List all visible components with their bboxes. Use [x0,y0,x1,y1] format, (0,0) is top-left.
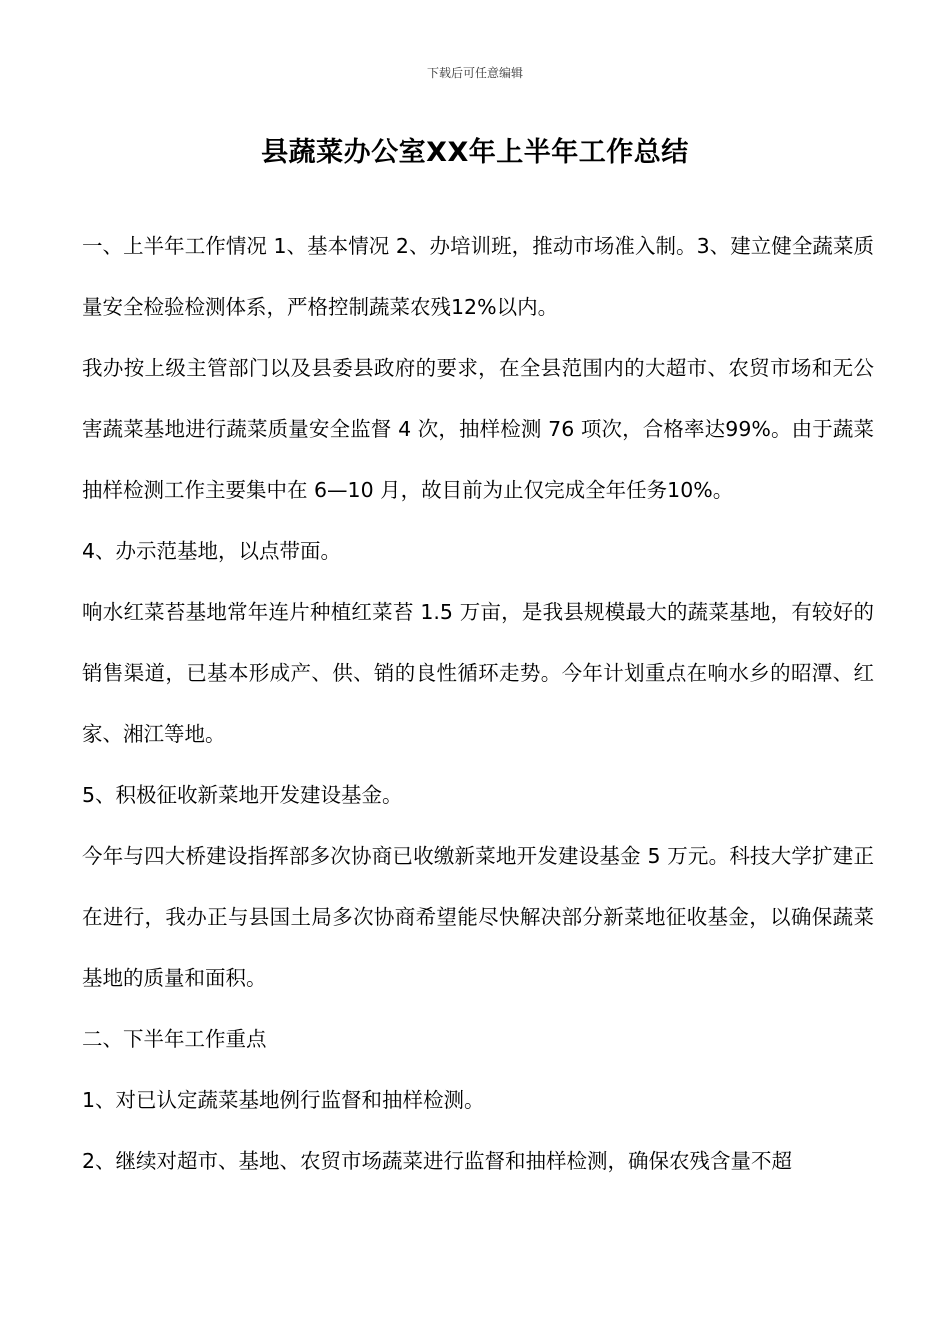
paragraph-fund-heading: 5、积极征收新菜地开发建设基金。 [82,783,403,807]
document-title: 县蔬菜办公室XX年上半年工作总结 [261,137,689,168]
paragraph-second-half-item-2: 2、继续对超市、基地、农贸市场蔬菜进行监督和抽样检测，确保农残含量不超 [82,1149,793,1173]
paragraph-second-half-item-1: 1、对已认定蔬菜基地例行监督和抽样检测。 [82,1088,485,1112]
paragraph-quality-supervision: 我办按上级主管部门以及县委县政府的要求，在全县范围内的大超市、农贸市场和无公害蔬菜基地进行蔬菜质量安全监督 4 次，抽样检测 76 项次，合格率达99%。由于蔬菜抽样检测工作主要集中在 6—10 月，故目前为止仅完成全年任务10%。 [82,356,874,502]
paragraph-second-half-heading: 二、下半年工作重点 [82,1027,267,1051]
document-body [82,216,874,1192]
header-note: 下载后可任意编辑 [426,66,523,80]
paragraph-demo-base-heading: 4、办示范基地，以点带面。 [82,539,342,563]
paragraph-first-half-summary: 一、上半年工作情况 1、基本情况 2、办培训班，推动市场准入制。3、建立健全蔬菜质量安全检验检测体系，严格控制蔬菜农残12%以内。 [82,234,874,319]
paragraph-xiangshui-base: 响水红菜苔基地常年连片种植红菜苔 1.5 万亩，是我县规模最大的蔬菜基地，有较好的销售渠道，已基本形成产、供、销的良性循环走势。今年计划重点在响水乡的昭潭、红家、湘江等地。 [82,600,874,746]
paragraph-fund-details: 今年与四大桥建设指挥部多次协商已收缴新菜地开发建设基金 5 万元。科技大学扩建正在进行，我办正与县国土局多次协商希望能尽快解决部分新菜地征收基金，以确保蔬菜基地的质量和面积。 [82,844,874,990]
